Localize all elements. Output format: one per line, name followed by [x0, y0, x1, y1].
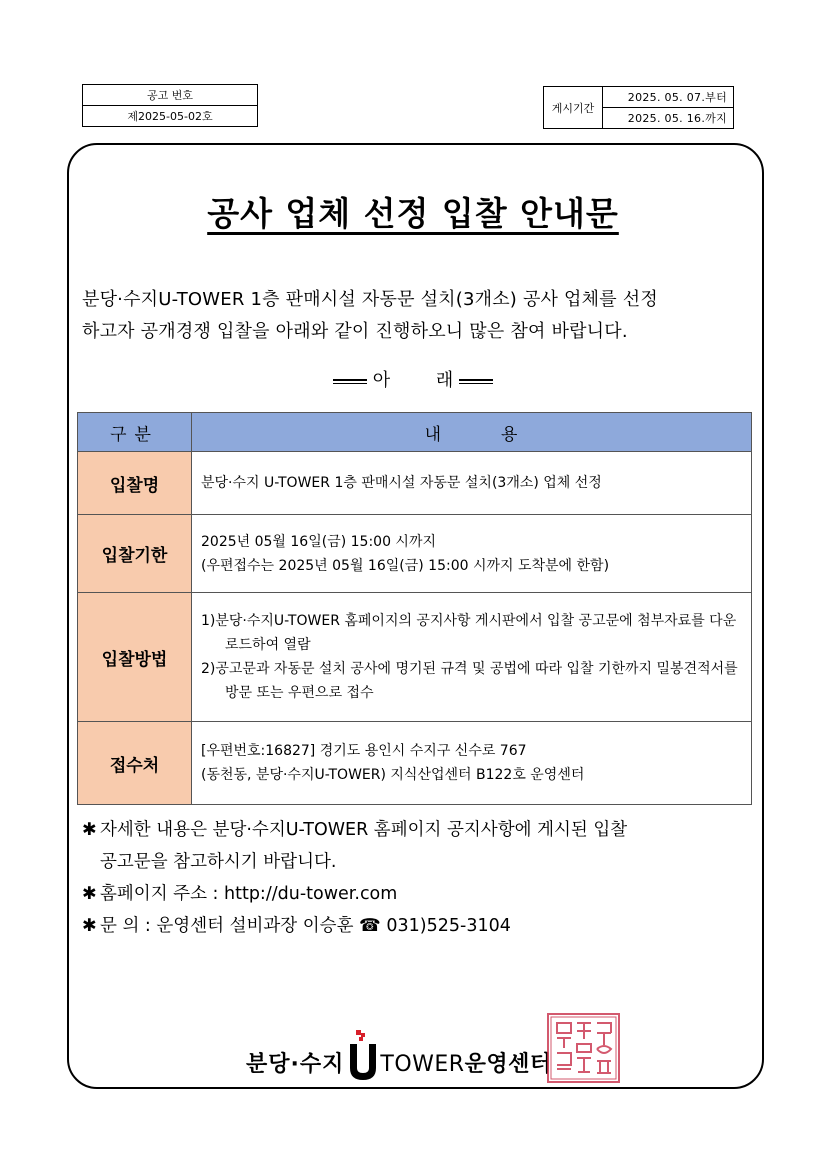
- posting-period-label: 게시기간: [544, 87, 603, 129]
- section-label: 아 래: [372, 370, 474, 391]
- bid-method-cell: [192, 593, 752, 722]
- org-name-suffix: [380, 1047, 551, 1080]
- bid-method-item-2: 2)공고문과 자동문 설치 공사에 명기된 규격 및 공법에 따라 입찰 기한까지 밀봉견적서를 방문 또는 우편으로 접수: [201, 661, 738, 701]
- notice-number-label: 공고 번호: [83, 85, 258, 106]
- page-title: 공사 업체 선정 입찰 안내문: [207, 194, 619, 233]
- u-tower-logo-icon: [348, 1030, 378, 1080]
- notice-number: 제2025-05-02호: [83, 106, 258, 127]
- row-label-bid-name: 입찰명: [78, 452, 192, 515]
- intro-line-2: 하고자 공개경쟁 입찰을 아래와 같이 진행하오니 많은 참여 바랍니다.: [82, 321, 628, 342]
- official-seal-stamp: [545, 1011, 622, 1085]
- table-row: [78, 515, 752, 593]
- note-1: [82, 814, 762, 846]
- org-tower: TOWER: [380, 1052, 465, 1077]
- table-row: [78, 593, 752, 722]
- org-name-prefix: 분당·수지: [246, 1052, 345, 1077]
- bid-period-line-2: (우편접수는 2025년 05월 16일(금) 15:00 시까지 도착분에 한함): [201, 557, 610, 574]
- bid-name-text: 분당·수지 U-TOWER 1층 판매시설 자동문 설치(3개소) 업체 선정: [192, 452, 752, 515]
- contact-info: 문 의 : 운영센터 설비과장 이승훈 ☎ 031)525-3104: [100, 916, 511, 936]
- homepage-address: 홈페이지 주소 : http://du-tower.com: [100, 884, 398, 904]
- note-3: [82, 910, 762, 942]
- bid-period-cell: [192, 515, 752, 593]
- section-divider: [0, 366, 826, 392]
- divider-line-left: [333, 379, 367, 384]
- note-1-line-1: 자세한 내용은 분당·수지U-TOWER 홈페이지 공지사항에 게시된 입찰: [100, 820, 628, 840]
- reception-line-2: (동천동, 분당·수지U-TOWER) 지식산업센터 B122호 운영센터: [201, 767, 585, 783]
- asterisk-icon: ✱: [82, 820, 97, 840]
- row-label-reception: 접수처: [78, 722, 192, 805]
- table-row: [78, 722, 752, 805]
- note-2: [82, 878, 762, 910]
- reception-cell: [192, 722, 752, 805]
- row-label-bid-method: 입찰방법: [78, 593, 192, 722]
- reception-line-1: [우편번호:16827] 경기도 용인시 수지구 신수로 767: [201, 743, 527, 759]
- org-center: 운영센터: [464, 1052, 552, 1077]
- table-row: [78, 452, 752, 515]
- posting-start: 2025. 05. 07.부터: [603, 87, 734, 108]
- row-label-bid-period: 입찰기한: [78, 515, 192, 593]
- notice-number-table: [82, 84, 258, 127]
- table-header-category: 구분: [78, 413, 192, 452]
- posting-end: 2025. 05. 16.까지: [603, 108, 734, 129]
- footer-organization: [246, 1024, 552, 1080]
- asterisk-icon: ✱: [82, 916, 97, 936]
- note-1-line-2: 공고문을 참고하시기 바랍니다.: [100, 852, 337, 872]
- bid-method-item-1: 1)분당·수지U-TOWER 홈페이지의 공지사항 게시판에서 입찰 공고문에 첨부자료를 다운로드하여 열람: [201, 613, 737, 653]
- divider-line-right: [459, 379, 493, 384]
- intro-line-1: 분당·수지U-TOWER 1층 판매시설 자동문 설치(3개소) 공사 업체를 선정: [82, 289, 658, 310]
- intro-paragraph: [82, 284, 752, 348]
- bid-info-table: [77, 412, 752, 805]
- posting-period-table: [543, 86, 734, 129]
- bid-period-line-1: 2025년 05월 16일(금) 15:00 시까지: [201, 533, 436, 550]
- notes-section: [82, 814, 762, 942]
- table-header-content: 내용: [192, 413, 752, 452]
- asterisk-icon: ✱: [82, 884, 97, 904]
